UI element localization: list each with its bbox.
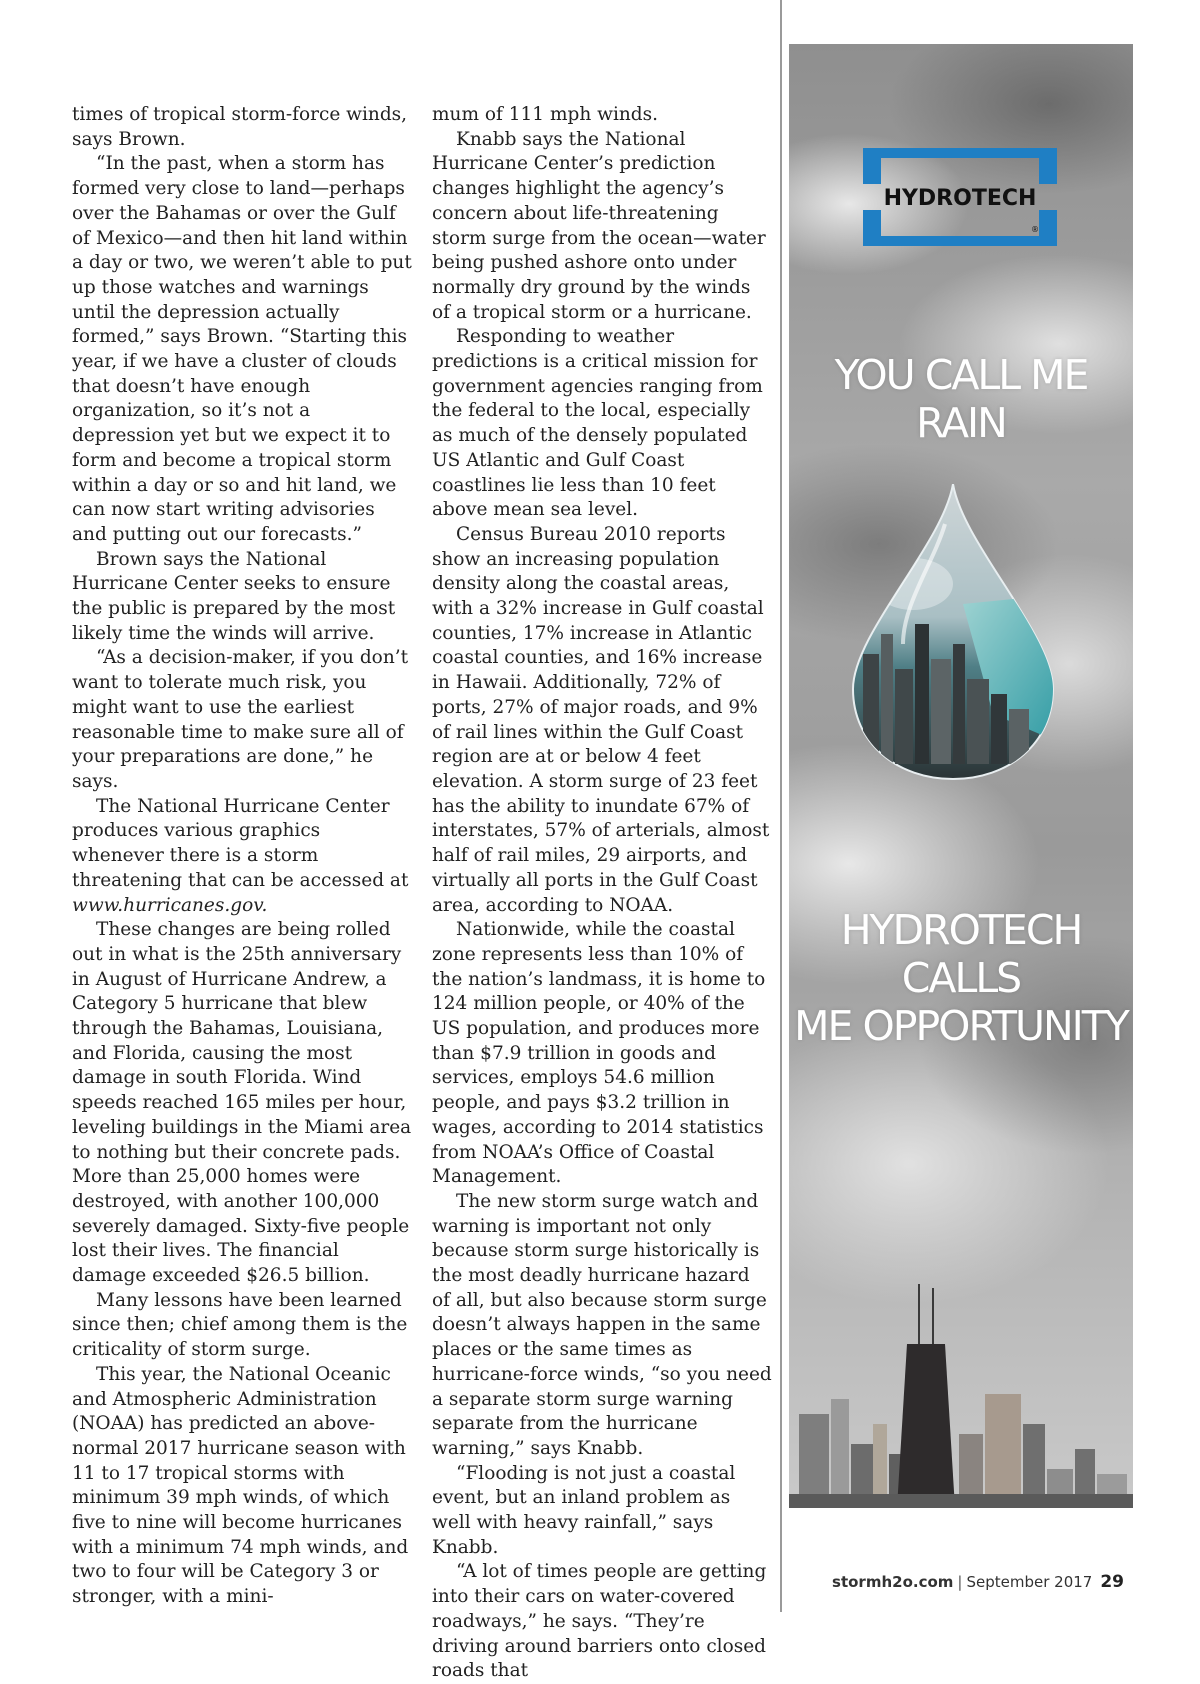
paragraph: Nationwide, while the coastal zone represents less than 10% of the nation’s landmass, it is home to 124 million people, or 40% of the US population, and produces more than $7.9 trillion in goods and services, employs 54.6 million people, and pays $3.2 trillion in wages, according to 2014 statistics from NOAA’s Office of Coastal Management. — [432, 919, 766, 1188]
paragraph-with-link — [72, 795, 412, 919]
article-column-left — [72, 103, 412, 1610]
page-footer — [832, 1572, 1124, 1592]
paragraph: This year, the National Oceanic and Atmospheric Administration (NOAA) has predicted an above-normal 2017 hurricane season with 11 to 17 tropical storms with minimum 39 mph winds, of which five to nine will become hurricanes with a minimum 74 mph winds, and two to four will be Category 3 or stronger, with a mini- — [72, 1363, 409, 1608]
paragraph: Many lessons have been learned since then; chief among them is the criticality of storm surge. — [72, 1289, 408, 1361]
paragraph: The new storm surge watch and warning is important not only because storm surge historically is the most deadly hurricane hazard of all, but also because storm surge doesn’t always happen in the same places or the same times as hurricane-force winds, “so you need a separate storm surge warning separate from the hurricane warning,” says Knabb. — [432, 1190, 772, 1459]
hydrotech-wordmark: HYDROTECH — [883, 186, 1037, 211]
article-column-right — [432, 103, 772, 1684]
paragraph: “In the past, when a storm has formed very close to land—perhaps over the Bahamas or over the Gulf of Mexico—and then hit land within a day or two, we weren’t able to put up those watches and warnings until the depression actually formed,” says Brown. “Starting this year, if we have a cluster of clouds that doesn’t have enough organization, so it’s not a depression yet but we expect it to form and become a tropical storm within a day or so and hit land, we can now start writing advisories and putting out our forecasts.” — [72, 153, 412, 545]
paragraph: “Flooding is not just a coastal event, but an inland problem as well with heavy rainfall,” says Knabb. — [432, 1462, 736, 1558]
city-skyline-image — [789, 1274, 1133, 1508]
headline-line: HYDROTECH CALLS — [840, 906, 1082, 1002]
paragraph: mum of 111 mph winds. — [432, 104, 659, 125]
hydrotech-logo-graphic — [863, 148, 1057, 246]
hydrotech-advertisement[interactable] — [789, 44, 1133, 1508]
paragraph-text: The National Hurricane Center produces various graphics whenever there is a storm threatening that can be accessed at — [72, 795, 409, 891]
paragraph: “As a decision-maker, if you don’t want to tolerate much risk, you might want to use the earliest reasonable time to make sure all of your preparations are done,” he says. — [72, 647, 409, 792]
footer-issue: September 2017 — [966, 1573, 1093, 1591]
water-drop-city-image — [843, 484, 1063, 784]
registered-mark: ® — [1031, 225, 1039, 234]
hydrotech-logo — [863, 148, 1057, 246]
paragraph: Responding to weather predictions is a critical mission for government agencies ranging from the federal to the local, especially as much of the densely populated US Atlantic and Gulf Coast coastlines lie less than 10 feet above mean sea level. — [432, 326, 763, 521]
paragraph: Census Bureau 2010 reports show an increasing population density along the coastal areas, with a 32% increase in Gulf coastal counties, 17% increase in Atlantic coastal counties, and 16% increase in Hawaii. Additionally, 72% of ports, 27% of major roads, and 9% of rail lines within the Gulf Coast region are at or below 4 feet elevation. A storm surge of 23 feet has the ability to inundate 67% of interstates, 57% of arterials, almost half of rail miles, 29 airports, and virtually all ports in the Gulf Coast area, according to NOAA. — [432, 523, 770, 916]
column-divider — [780, 0, 782, 1612]
ad-headline-rain: YOU CALL ME RAIN — [834, 351, 1088, 447]
footer-separator: | — [957, 1573, 963, 1591]
paragraph: Knabb says the National Hurricane Center’s prediction changes highlight the agency’s concern about life-threatening storm surge from the ocean—water being pushed ashore onto under normally dry ground by the winds of a tropical storm or a hurricane. — [432, 128, 766, 323]
headline-line: ME OPPORTUNITY — [794, 1002, 1128, 1050]
footer-site[interactable]: stormh2o.com — [832, 1573, 954, 1591]
paragraph: “A lot of times people are getting into their cars on water-covered roadways,” he says. “They’re driving around barriers onto closed roads that — [432, 1561, 767, 1682]
ad-headline-opportunity — [789, 906, 1133, 1050]
paragraph: Brown says the National Hurricane Center seeks to ensure the public is prepared by the most likely time the winds will arrive. — [72, 548, 396, 644]
paragraph: These changes are being rolled out in what is the 25th anniversary in August of Hurricane Andrew, a Category 5 hurricane that blew through the Bahamas, Louisiana, and Florida, causing the most damage in south Florida. Wind speeds reached 165 miles per hour, leveling buildings in the Miami area to nothing but their concrete pads. More than 25,000 homes were destroyed, with another 100,000 severely damaged. Sixty-five people lost their lives. The financial damage exceeded $26.5 billion. — [72, 919, 412, 1287]
page-number: 29 — [1100, 1572, 1124, 1592]
hurricanes-gov-link[interactable]: www.hurricanes.gov. — [72, 894, 268, 916]
paragraph: times of tropical storm-force winds, says Brown. — [72, 104, 408, 150]
